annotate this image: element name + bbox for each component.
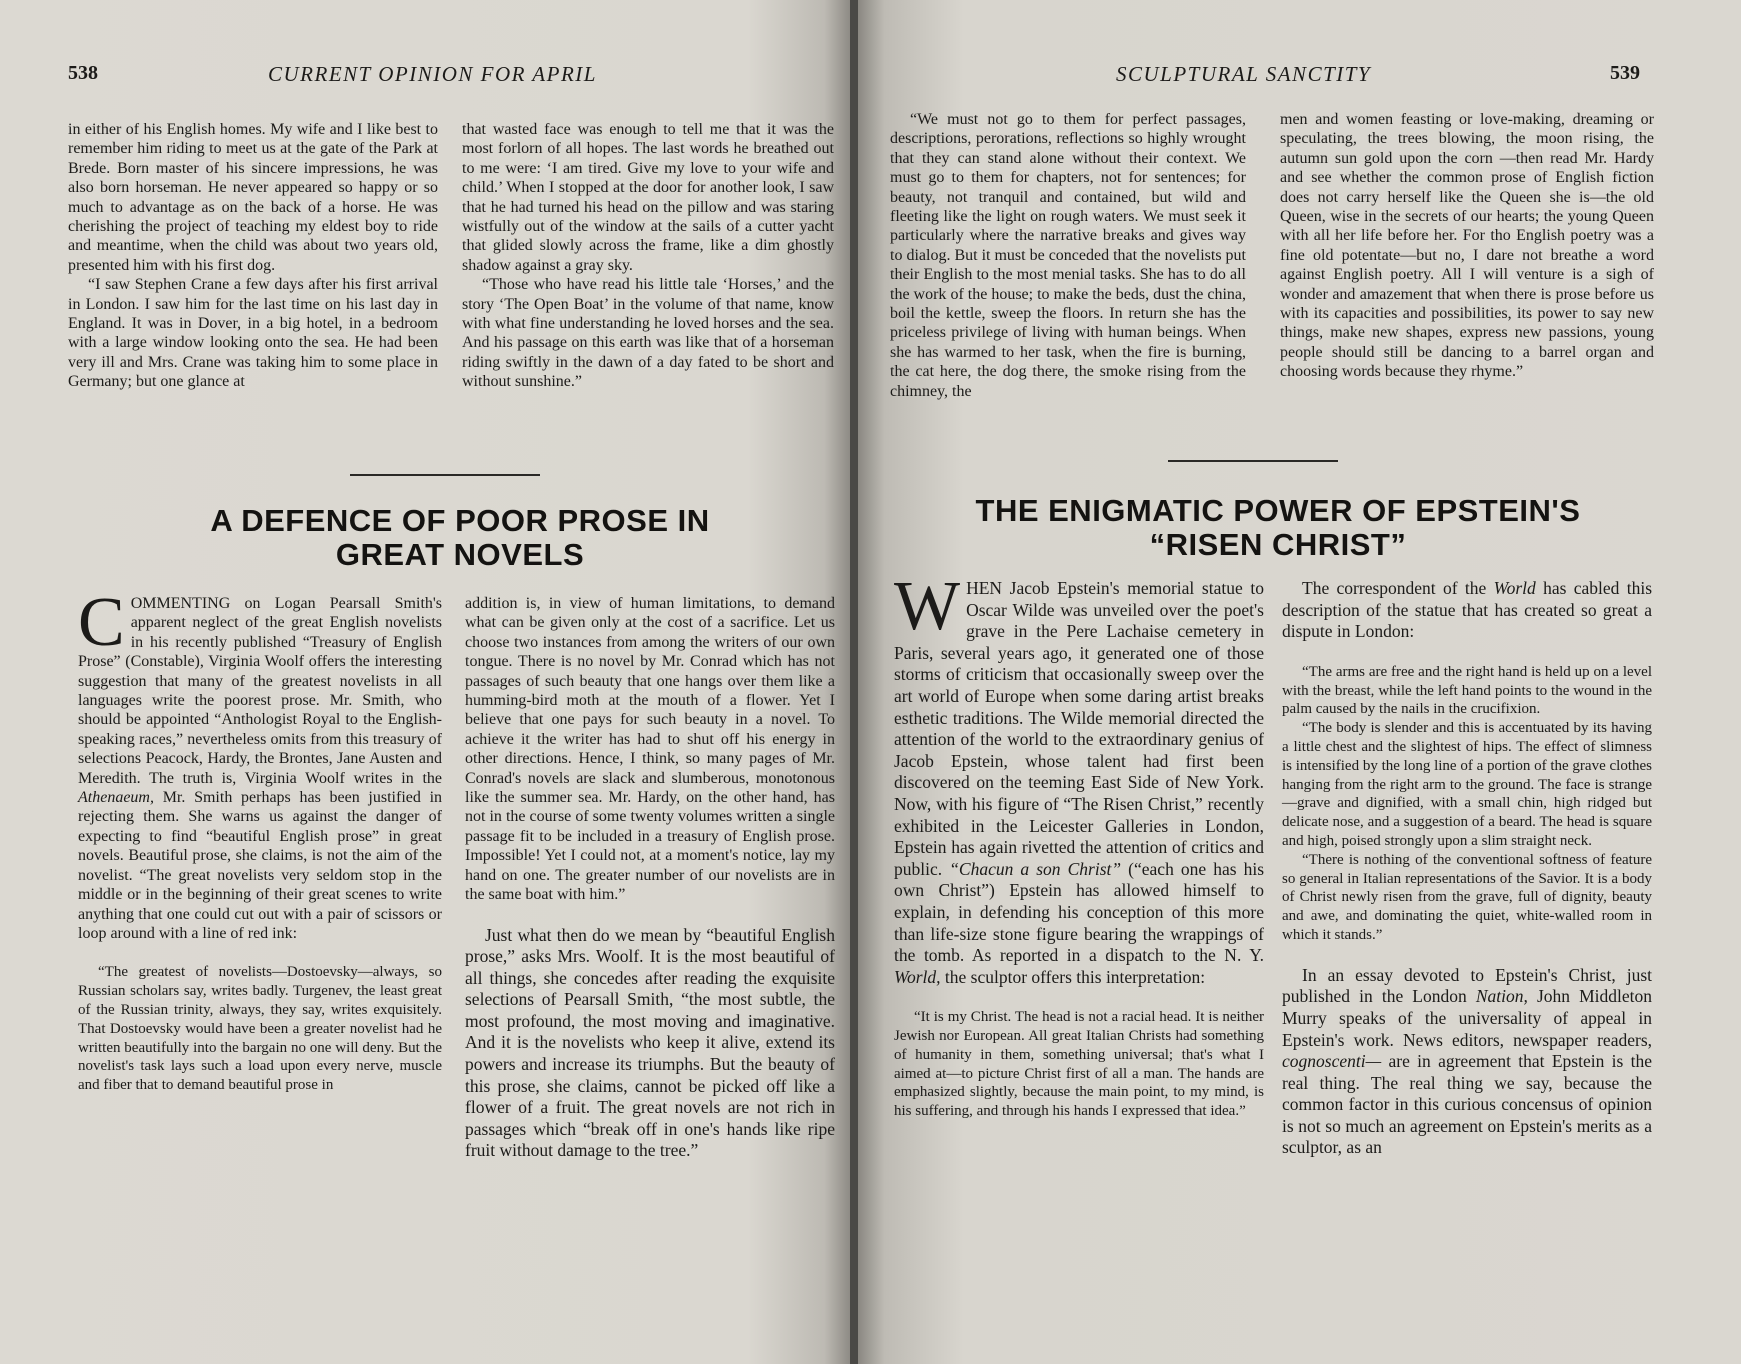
lead-paragraph: COMMENTING on Logan Pearsall Smith's apparent neglect of the great English novelists in his recently published “Treasury of English Prose” (Constable), Virginia Woolf offers the interesting suggestion that many of the greatest novelists in all languages write the poorest prose. Mr. Smith, who should be appointed “Anthologist Royal to the English-speaking races,” nevertheless omits from this treasury of selections Peacock, Hardy, the Brontes, Jane Austen and Meredith. The truth is, Virginia Woolf writes in the Athenaeum, Mr. Smith perhaps has been justified in rejecting them. She warns us against the danger of expecting to find “beautiful English prose” in great novels. Beautiful prose, she claims, is not the aim of the novelist. “The great novelists very seldom stop in the middle or in the beginning of their great scenes to write anything that one could cut out with a pair of scissors or loop around with a line of red ink: xyxy=(78,584,443,942)
headline-line-2: GREAT NOVELS xyxy=(335,537,585,572)
lead-paragraph: WHEN Jacob Epstein's memorial statue to Oscar Wilde was unveiled over the poet's grave in the Pere Lachaise cemetery in Paris, several years ago, it generated one of those storms of criticism that occasionally sweep over the art world of Europe when some daring artist breaks esthetic traditions. The Wilde memorial directed the attention of the world to the extraordinary genius of Jacob Epstein, whose talent had first been discovered on the teeming East Side of New York. Now, with his figure of “The Risen Christ,” recently exhibited in the Leicester Galleries in London, Epstein has again rivetted the attention of critics and public. “Chacun a son Christ” (“each one has his own Christ”) Epstein has allowed himself to explain, in defending his conception of this more than life-size stone figure bearing the wrappings of the tomb. As reported in a dispatch to the N. Y. World, the sculptor offers this interpretation: xyxy=(894,568,1265,987)
right-page xyxy=(858,0,1741,1364)
article-headline xyxy=(120,504,800,572)
paragraph: men and women feasting or love-making, dreaming or speculating, the trees blowing, the moon rising, the autumn sun gold upon the corn —then read Mr. Hardy and see whether the common prose of English fiction does not carry herself like the Queen she is—the old Queen, wise in the secrets of our hearts; the young Queen with all her life before her. For tho English poetry was a fine old potentate—but no, I dare not breathe a word against English poetry. All I will venture is a sigh of wonder and amazement that when there is prose before us with its capacities and possibilities, its power to say new things, make new shapes, express new passions, young people should still be dancing to a barrel organ and choosing words because they rhyme.” xyxy=(1280,111,1654,381)
paragraph: The correspondent of the World has cabled this description of the statue that has created so great a dispute in London: xyxy=(1282,578,1653,642)
paragraph: “Those who have read his little tale ‘Horses,’ and the story ‘The Open Boat’ in the volume of that name, know with what fine understanding he loved horses and the sea. And his passage on this earth was like that of a horseman riding swiftly in the dawn of a day fated to be short and without sunshine.” xyxy=(462,276,834,391)
block-quote: “The greatest of novelists—Dostoevsky—always, so Russian scholars say, writes badly. Turgenev, the least great of the Russian trinity, always, they say, writes exquisitely. That Dostoevsky would have been a greater novelist had he written beautifully into the bargain no one will deny. But the novelist's task lays such a load upon every nerve, muscle and fiber that to demand beautiful prose in xyxy=(78,964,442,1094)
block-quote: “The arms are free and the right hand is held up on a level with the breast, while the left hand points to the wound in the palm caused by the nails in the crucifixion. xyxy=(1282,663,1652,718)
section-divider xyxy=(350,474,540,476)
paragraph: “I saw Stephen Crane a few days after his first arrival in London. I saw him for the last time on his last day in England. It was in Dover, in a big hotel, in a bedroom with a large window looking onto the sea. He had been very ill and Mrs. Crane was taking him to some place in Germany; but one glance at xyxy=(68,276,438,391)
paragraph: that wasted face was enough to tell me that it was the most forlorn of all hopes. The last words he breathed out to me were: ‘I am tired. Give my love to your wife and child.’ When I stopped at the door for another look, I saw that he had turned his head on the pillow and was staring wistfully out of the window at the sails of a cutter yacht that glided slowly across the frame, like a dim ghostly shadow against a gray sky. xyxy=(462,121,834,274)
page-number: 538 xyxy=(68,62,98,84)
paragraph: in either of his English homes. My wife and I like best to remember him riding to meet us at the gate of the Park at Brede. Born master of his sincere impressions, he was also born horseman. He never appeared so happy or so much to advantage as on the back of a horse. He was cherishing the project of teaching my eldest boy to ride and meantime, when the child was about two years old, presented him with his first dog. xyxy=(68,121,438,274)
top-column-1 xyxy=(68,120,438,392)
article-column-2 xyxy=(465,594,835,1162)
block-quote: “There is nothing of the conventional softness of feature so general in Italian representations of the Savior. It is a body of Christ newly risen from the grave, full of dignity, beauty and awe, and dominating the quiet, white-walled room in which it stands.” xyxy=(1282,851,1652,943)
top-column-1 xyxy=(890,110,1246,401)
book-gutter xyxy=(850,0,858,1364)
article-column-1 xyxy=(894,568,1265,1121)
section-divider xyxy=(1168,460,1338,462)
page-number: 539 xyxy=(1610,62,1640,84)
top-column-2 xyxy=(1280,110,1654,382)
headline-line-2: “RISEN CHRIST” xyxy=(1149,527,1407,562)
top-column-2 xyxy=(462,120,834,392)
running-head: SCULPTURAL SANCTITY xyxy=(1116,62,1372,86)
drop-cap: C xyxy=(78,584,125,661)
block-quote: “The body is slender and this is accentuated by its having a little chest and the slightest of hips. The effect of slimness is intensified by the long line of a portion of the grave clothes hanging from the right arm to the ground. The face is strange—grave and dignified, with a small chin, high ridged but delicate nose, and a suggestion of a beard. The head is square and high, poised strongly upon a slim straight neck. xyxy=(1282,720,1652,849)
article-column-1 xyxy=(78,584,443,1095)
block-quote: “It is my Christ. The head is not a racial head. It is neither Jewish nor European. All great Italian Christs had something of humanity in them, something universal; that's what I aimed at—to picture Christ first of all a man. The hands are emphasized slightly, because the main point, to my mind, is his suffering, and through his hands I expressed that idea.” xyxy=(894,1009,1264,1120)
article-column-2 xyxy=(1282,578,1652,1159)
headline-line-1: THE ENIGMATIC POWER OF EPSTEIN'S xyxy=(975,493,1581,528)
paragraph: Just what then do we mean by “beautiful English prose,” asks Mrs. Woolf. It is the most beautiful of all things, she concedes after reading the exquisite selections of Pearsall Smith, “the most subtle, the most profound, the most moving and imaginative. And it is the novelists who keep it alive, extend its powers and increase its triumphs. But the beauty of this prose, she claims, cannot be picked off like a flower of a fruit. The great novels are not rich in passages which “break off in one's hands like ripe fruit without damage to the tree.” xyxy=(465,924,835,1161)
drop-cap: W xyxy=(894,568,961,645)
left-page xyxy=(0,0,850,1364)
paragraph: addition is, in view of human limitations, to demand what can be given only at the cost of a sacrifice. Let us choose two instances from among the writers of our own tongue. There is no novel by Mr. Conrad which has not passages of such beauty that one hangs over them like a humming-bird moth at the mouth of a flower. Yet I believe that one pays for such beauty in a novel. To achieve it the writer has had to shut off his energy in other directions. Hence, I think, so many pages of Mr. Conrad's novels are slack and slumberous, monotonous like the summer sea. Mr. Hardy, on the other hand, has not in the course of some twenty volumes written a single passage fit to be included in a treasury of English prose. Impossible! Yet I could not, at a moment's notice, lay my hand on one. The greater number of our novelists are in the same boat with him.” xyxy=(465,595,835,904)
article-headline xyxy=(888,494,1668,562)
paragraph: “We must not go to them for perfect passages, descriptions, perorations, reflections so highly wrought that they can stand alone without their context. We must go to them for chapters, not for sentences; for beauty, not tranquil and contained, but wild and fleeting like the light on rough waters. We must seek it particularly where the narrative breaks and gives way to dialog. But it must be conceded that the novelists put their English to the most menial tasks. She has to do all the work of the house; to make the beds, dust the china, boil the kettle, sweep the floors. In return she has the priceless privilege of living with human beings. When she has warmed to her task, when the fire is burning, the cat here, the dog there, the smoke rising from the chimney, the xyxy=(890,111,1246,400)
headline-line-1: A DEFENCE OF POOR PROSE IN xyxy=(210,503,710,538)
paragraph: In an essay devoted to Epstein's Christ, just published in the London Nation, John Middleton Murry speaks of the universality of appeal in Epstein's work. News editors, newspaper readers, cognoscenti— are in agreement that Epstein is the real thing. The real thing we say, because the common factor in this curious concensus of opinion is not so much an agreement on Epstein's merits as a sculptor, as an xyxy=(1282,964,1653,1158)
running-head: CURRENT OPINION FOR APRIL xyxy=(268,62,597,86)
